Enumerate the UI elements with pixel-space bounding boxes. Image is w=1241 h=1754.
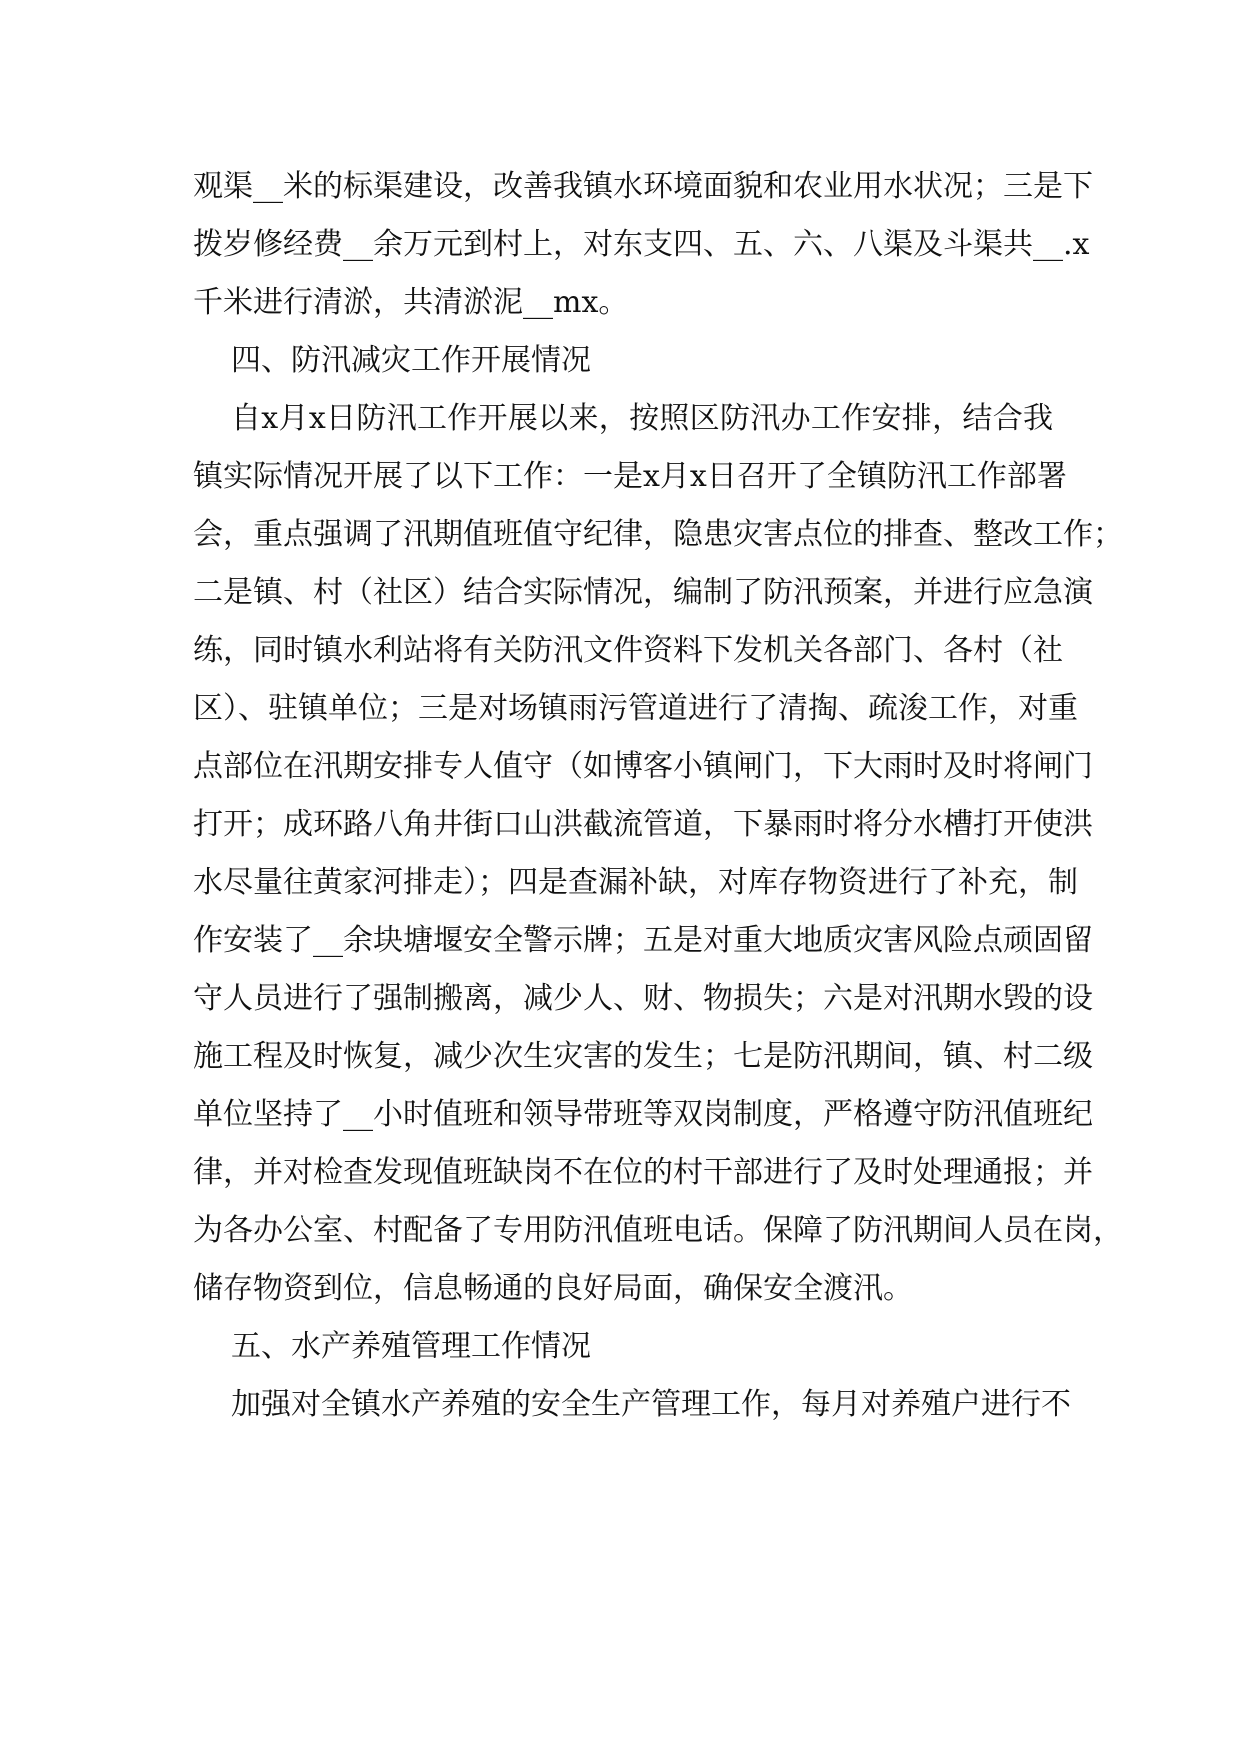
body-line: 律，并对检查发现值班缺岗不在位的村干部进行了及时处理通报；并	[193, 1155, 1093, 1190]
body-line: 点部位在汛期安排专人值守（如博客小镇闸门，下大雨时及时将闸门	[193, 749, 1093, 784]
body-line: 水尽量往黄家河排走）；四是查漏补缺，对库存物资进行了补充，制	[193, 865, 1078, 900]
body-line: 守人员进行了强制搬离，减少人、财、物损失；六是对汛期水毁的设	[193, 981, 1093, 1016]
body-line: 作安装了__余块塘堰安全警示牌；五是对重大地质灾害风险点顽固留	[193, 923, 1093, 958]
section-heading-4: 四、防汛减灾工作开展情况	[231, 343, 591, 378]
body-line: 施工程及时恢复，减少次生灾害的发生；七是防汛期间，镇、村二级	[193, 1039, 1093, 1074]
document-body	[193, 158, 1123, 1434]
body-line: 练，同时镇水利站将有关防汛文件资料下发机关各部门、各村（社	[193, 633, 1063, 668]
body-line: 自x月x日防汛工作开展以来，按照区防汛办工作安排，结合我	[231, 401, 1053, 436]
body-line: 加强对全镇水产养殖的安全生产管理工作，每月对养殖户进行不	[231, 1387, 1071, 1422]
body-line: 镇实际情况开展了以下工作：一是x月x日召开了全镇防汛工作部署	[193, 459, 1067, 494]
body-line: 为各办公室、村配备了专用防汛值班电话。保障了防汛期间人员在岗，	[193, 1213, 1123, 1248]
body-line: 区）、驻镇单位；三是对场镇雨污管道进行了清掏、疏浚工作，对重	[193, 691, 1078, 726]
body-line: 二是镇、村（社区）结合实际情况，编制了防汛预案，并进行应急演	[193, 575, 1093, 610]
body-line: 会，重点强调了汛期值班值守纪律，隐患灾害点位的排查、整改工作；	[193, 517, 1123, 552]
section-heading-5: 五、水产养殖管理工作情况	[231, 1329, 591, 1364]
body-line: 打开；成环路八角井街口山洪截流管道，下暴雨时将分水槽打开使洪	[193, 807, 1093, 842]
body-line: 千米进行清淤，共清淤泥__mx。	[193, 285, 629, 320]
body-line: 拨岁修经费__余万元到村上，对东支四、五、六、八渠及斗渠共__.x	[193, 227, 1090, 262]
body-line: 观渠__米的标渠建设，改善我镇水环境面貌和农业用水状况；三是下	[193, 169, 1093, 204]
body-line: 单位坚持了__小时值班和领导带班等双岗制度，严格遵守防汛值班纪	[193, 1097, 1093, 1132]
body-line: 储存物资到位，信息畅通的良好局面，确保安全渡汛。	[193, 1271, 913, 1306]
